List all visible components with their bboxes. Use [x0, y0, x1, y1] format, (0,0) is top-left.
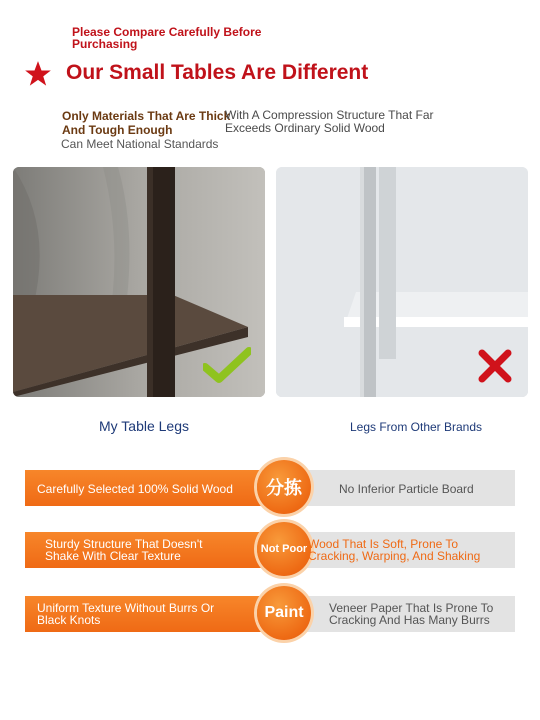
row-left-text: Carefully Selected 100% Solid Wood — [37, 482, 233, 496]
page-headline: Our Small Tables Are Different — [66, 61, 369, 84]
row-right-text: Wood That Is Soft, Prone To Cracking, Warping, And Shaking — [308, 537, 481, 563]
row-left-text: Uniform Texture Without Burrs Or Black Knots — [37, 601, 215, 627]
feature-thick-materials: Only Materials That Are Thick And Tough Enough — [62, 109, 231, 137]
row-left-text: Sturdy Structure That Doesn't Shake With Clear Texture — [45, 537, 203, 563]
row-badge: Not Poor — [257, 522, 311, 576]
comparison-row — [25, 470, 515, 506]
cross-icon — [476, 347, 514, 385]
row-right-text: No Inferior Particle Board — [339, 482, 474, 496]
comparison-row — [25, 596, 515, 632]
other-brand-leg-photo — [276, 167, 528, 397]
other-brands-caption: Legs From Other Brands — [349, 420, 483, 434]
comparison-row — [25, 532, 515, 568]
my-table-leg-photo — [13, 167, 265, 397]
my-table-legs-caption: My Table Legs — [98, 418, 189, 434]
row-badge: 分拣 — [257, 460, 311, 514]
star-icon — [24, 60, 52, 88]
row-right-text: Veneer Paper That Is Prone To Cracking And Has Many Burrs — [329, 601, 494, 627]
checkmark-icon — [203, 347, 251, 383]
compare-note: Please Compare Carefully Before Purchasing — [72, 25, 262, 51]
feature-compression-structure: With A Compression Structure That Far Exceeds Ordinary Solid Wood — [225, 108, 434, 135]
row-badge: Paint — [257, 586, 311, 640]
feature-national-standards: Can Meet National Standards — [61, 137, 219, 151]
